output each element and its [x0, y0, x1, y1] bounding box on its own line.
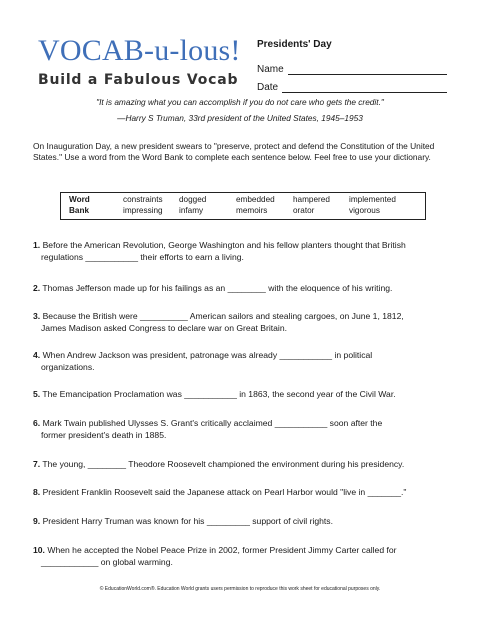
copyright-footer: © EducationWorld.com®. Education World grants users permission to reproduce this work sheet for educational purposes only. [99, 586, 381, 592]
word-bank-word: impressing [123, 205, 163, 215]
question-number: 4. [33, 350, 41, 360]
question-text: President Harry Truman was known for his _________ support of civil rights. [42, 516, 333, 526]
word-bank-word: implemented [349, 195, 396, 204]
question-text: James Madison asked Congress to declare war on Great Britain. [41, 322, 287, 333]
instructions: On Inauguration Day, a new president swears to "preserve, protect and defend the Constitution of the United States." Use a word from the Word Bank to complete each sentence below. Feel free to use your dictionary. [33, 141, 435, 162]
word-bank-column [293, 195, 330, 216]
word-bank-word: hampered [293, 195, 330, 204]
question-text: When he accepted the Nobel Peace Prize in 2002, former President Jimmy Carter called for [47, 545, 397, 555]
question-item [33, 459, 453, 471]
question-item [33, 545, 453, 568]
question-number: 6. [33, 418, 41, 428]
question-number: 5. [33, 389, 41, 399]
quote-attribution: —Harry S Truman, 33rd president of the United States, 1945–1953 [117, 113, 363, 123]
question-text: President Franklin Roosevelt said the Japanese attack on Pearl Harbor would "live in _______." [42, 487, 407, 497]
question-text: former president's death in 1885. [41, 429, 167, 440]
date-label: Date [257, 82, 279, 93]
name-line[interactable] [288, 64, 447, 75]
question-number: 7. [33, 459, 41, 469]
question-text: organizations. [41, 361, 95, 372]
question-item [33, 283, 453, 295]
question-item [33, 240, 453, 263]
question-number: 2. [33, 283, 41, 293]
question-number: 1. [33, 240, 41, 250]
logo-title: VOCAB-u-lous! [38, 34, 241, 67]
word-bank-column [179, 195, 206, 216]
logo-subtitle: Build a Fabulous Vocab [38, 72, 239, 88]
word-bank-word: memoirs [236, 205, 268, 215]
word-bank-word: constraints [123, 195, 163, 204]
question-text: Because the British were __________ American sailors and stealing cargoes, on June 1, 1812, [42, 311, 404, 321]
question-text: Before the American Revolution, George Washington and his fellow planters thought that British [42, 240, 406, 250]
question-item [33, 311, 453, 334]
question-text: Thomas Jefferson made up for his failings as an ________ with the eloquence of his writing. [42, 283, 393, 293]
worksheet-title: Presidents' Day [257, 39, 332, 50]
name-row [257, 59, 447, 75]
question-item [33, 516, 453, 528]
question-item [33, 389, 453, 401]
word-bank-word: embedded [236, 195, 275, 204]
date-row [257, 77, 447, 93]
question-item [33, 350, 453, 373]
question-item [33, 418, 453, 441]
question-text: The Emancipation Proclamation was ___________ in 1863, the second year of the Civil War. [42, 389, 396, 399]
word-bank-column [349, 195, 396, 216]
word-bank-label: Word Bank [69, 195, 90, 215]
question-text: Mark Twain published Ulysses S. Grant's critically acclaimed ___________ soon after the [42, 418, 383, 428]
question-text: ____________ on global warming. [41, 556, 173, 567]
question-number: 3. [33, 311, 41, 321]
question-text: regulations ___________ their efforts to earn a living. [41, 251, 244, 262]
word-bank-word: infamy [179, 205, 204, 215]
worksheet-header [257, 39, 447, 95]
name-label: Name [257, 64, 284, 75]
question-text: When Andrew Jackson was president, patronage was already ___________ in political [42, 350, 373, 360]
word-bank-column [236, 195, 275, 216]
word-bank-column [123, 195, 163, 216]
word-bank-word: orator [293, 205, 315, 215]
word-bank-word: vigorous [349, 205, 380, 215]
question-number: 10. [33, 545, 45, 555]
word-bank-word: dogged [179, 195, 207, 204]
question-number: 8. [33, 487, 41, 497]
date-line[interactable] [282, 82, 447, 93]
question-text: The young, ________ Theodore Roosevelt championed the environment during his presidency. [42, 459, 405, 469]
vocab-logo [38, 36, 241, 88]
question-item [33, 487, 453, 499]
question-number: 9. [33, 516, 41, 526]
word-bank [60, 192, 426, 220]
quote-text: "It is amazing what you can accomplish if you do not care who gets the credit." [96, 97, 384, 107]
